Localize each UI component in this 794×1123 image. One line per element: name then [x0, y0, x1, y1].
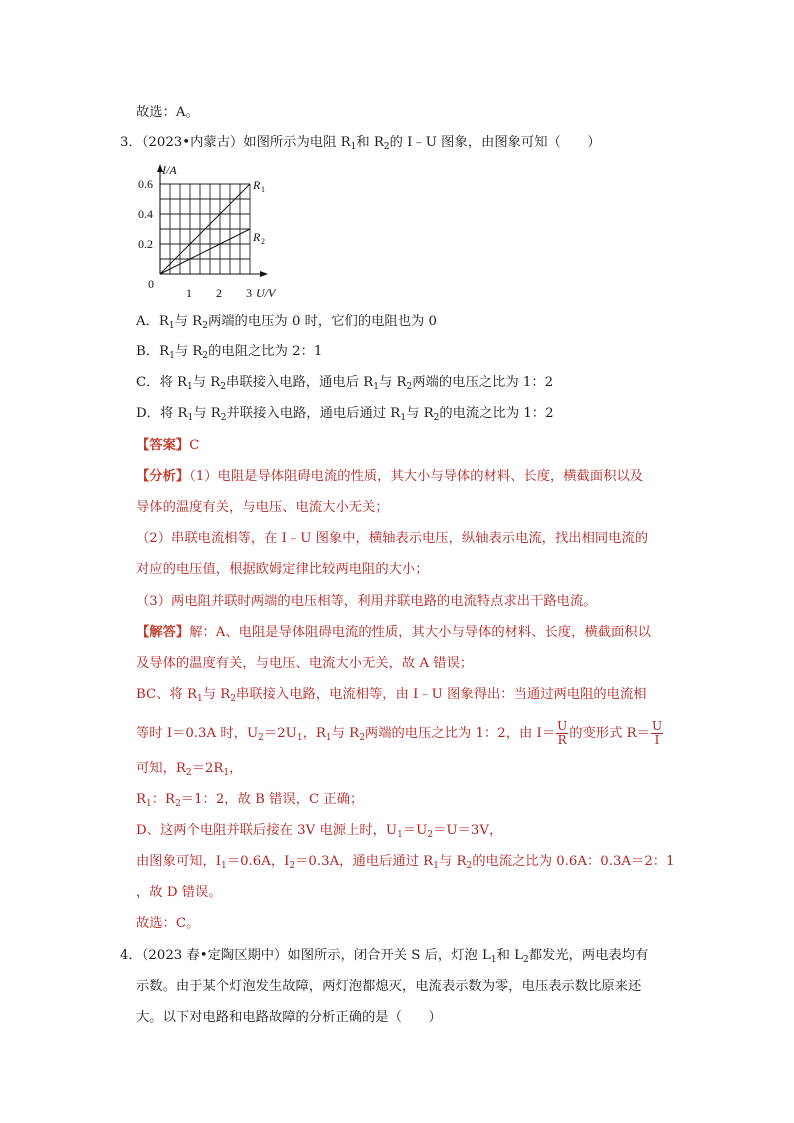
- subscript: 2: [220, 382, 227, 392]
- solution-text: D、这两个电阻并联后接在 3V 电源上时，U: [136, 823, 398, 838]
- q4-text: 如图所示，闭合开关 S 后，灯泡 L: [287, 948, 491, 963]
- line-r2-label: R: [253, 230, 261, 244]
- option-text: A．R: [136, 314, 169, 329]
- subscript: 1: [187, 413, 194, 423]
- subscript: 2: [383, 142, 390, 152]
- q3-number: 3．: [120, 135, 142, 150]
- subscript: 2: [230, 694, 237, 704]
- option-text: 两端的电压为 0 时，它们的电阻也为 0: [207, 314, 437, 329]
- solution-text: 两端的电压之比为 1：2，由 I＝: [364, 726, 556, 741]
- solution-text: 可知，R: [136, 761, 186, 776]
- solution-text: 解：A、电阻是导体阻碍电流的性质，其大小与导体的材料、长度，横截面积以: [189, 625, 651, 640]
- q4-text: 都发光，两电表均有: [528, 948, 649, 963]
- subscript: 1: [433, 861, 439, 871]
- q3-stem-text: 如图所示为电阻 R: [243, 135, 351, 150]
- solution-text: ＝0.3A，通电后通过 R: [295, 854, 434, 869]
- option-text: D．将 R: [136, 406, 188, 421]
- fraction-denominator: R: [557, 733, 567, 747]
- option-text: 与 R: [406, 406, 434, 421]
- x-tick: 2: [216, 286, 222, 300]
- subscript: 1: [400, 413, 407, 423]
- analysis-line-5: （3）两电阻并联时两端的电压相等，利用并联电路的电流特点求出干路电流。: [136, 594, 597, 609]
- solution-text: 的电流之比为 0.6A：0.3A＝2：1: [472, 854, 675, 869]
- option-b: [136, 342, 322, 362]
- subscript: 1: [197, 694, 203, 704]
- iu-graph: [140, 160, 300, 305]
- solution-text: 与 R: [438, 854, 467, 869]
- y-tick: 0.4: [138, 207, 153, 221]
- solution-text: R: [136, 792, 147, 807]
- line-r2: [160, 229, 250, 274]
- solution-text: ＝2R: [191, 761, 224, 776]
- solution-text: ＝1：2，故 B 错误，C 正确；: [180, 792, 364, 807]
- subscript: 2: [406, 382, 413, 392]
- q4-line-2: 示数。由于某个灯泡发生故障，两灯泡都熄灭，电流表示数为零，电压表示数比原来还: [136, 979, 642, 994]
- analysis-tag: 【分析】: [136, 469, 190, 484]
- subscript: 2: [185, 768, 192, 778]
- q3-conclusion: 故选：C。: [136, 916, 200, 931]
- solution-line-5: [136, 759, 242, 779]
- analysis-line-1: [136, 467, 643, 487]
- answer-tag: 【答案】: [136, 438, 190, 453]
- subscript: 2: [359, 733, 365, 743]
- subscript: 2: [220, 413, 227, 423]
- q3-source: （2023•内蒙古）: [141, 135, 244, 150]
- option-a: [136, 312, 437, 332]
- solution-text: BC、将 R: [136, 687, 198, 702]
- subscript: 1: [350, 142, 357, 152]
- origin-label: 0: [148, 277, 154, 291]
- option-text: B．R: [136, 344, 170, 359]
- solution-line-6: [136, 790, 363, 810]
- option-text: 的电阻之比为 2：1: [208, 344, 323, 359]
- subscript: 1: [187, 382, 193, 392]
- analysis-text: （1）电阻是导体阻碍电流的性质，其大小与导体的材料、长度，横截面积以及: [189, 469, 644, 484]
- answer-line: [136, 436, 199, 456]
- solution-text: ＝U: [402, 823, 428, 838]
- option-text: 与 R: [192, 375, 221, 390]
- subscript: 2: [433, 413, 440, 423]
- solution-text: ：R: [151, 792, 176, 807]
- answer-value: C: [189, 438, 200, 453]
- option-text: 串联接入电路，通电后 R: [226, 375, 374, 390]
- q3-stem-text: 和 R: [356, 135, 384, 150]
- q2-conclusion: 故选：A。: [136, 105, 199, 120]
- solution-text: 与 R: [202, 687, 231, 702]
- option-text: 与 R: [174, 314, 203, 329]
- solution-line-9: ，故 D 错误。: [136, 885, 222, 900]
- analysis-line-2: 导体的温度有关，与电压、电流大小无关；: [136, 500, 389, 515]
- q4-line-3: 大。以下对电路和电路故障的分析正确的是（ ）: [136, 1010, 442, 1025]
- solution-line-7: [136, 821, 502, 841]
- q4-source: （2023 春•定陶区期中）: [141, 948, 288, 963]
- fraction-u-over-r: [556, 720, 568, 747]
- solution-text: 的变形式 R＝: [569, 726, 650, 741]
- q4-line-1: [120, 946, 648, 966]
- subscript: 1: [146, 799, 152, 809]
- subscript: 2: [258, 733, 264, 743]
- line-r1-label: R: [253, 178, 261, 192]
- subscript: 2: [289, 861, 296, 871]
- solution-text: ，: [229, 761, 243, 776]
- subscript: 1: [221, 861, 227, 871]
- solution-line-1: [136, 623, 651, 643]
- subscript: 1: [223, 768, 230, 778]
- solution-text: 串联接入电路，电流相等，由 I﹣U 图象得出：当通过两电阻的电流相: [236, 687, 647, 702]
- subscript: 1: [169, 351, 175, 361]
- solution-text: 等时 I＝0.3A 时，U: [136, 726, 259, 741]
- subscript: 2: [202, 321, 208, 331]
- solution-text: ，R: [302, 726, 326, 741]
- subscript: 2: [522, 955, 529, 965]
- line-r2-sub: 2: [261, 237, 265, 246]
- x-tick: 1: [186, 286, 192, 300]
- subscript: 2: [202, 351, 209, 361]
- option-text: 并联接入电路，通电后通过 R: [226, 406, 401, 421]
- solution-text: 与 R: [331, 726, 360, 741]
- q4-text: 和 L: [496, 948, 523, 963]
- analysis-line-3: （2）串联电流相等，在 I﹣U 图象中，横轴表示电压，纵轴表示电流，找出相同电流的: [136, 531, 649, 546]
- option-text: 与 R: [174, 344, 203, 359]
- solution-tag: 【解答】: [136, 625, 190, 640]
- line-r1-sub: 1: [261, 185, 265, 194]
- solution-line-4: [136, 720, 664, 747]
- subscript: 1: [296, 733, 303, 743]
- solution-line-8: [136, 852, 675, 872]
- fraction-u-over-i: [651, 720, 663, 747]
- subscript: 1: [397, 830, 403, 840]
- y-tick: 0.6: [138, 177, 153, 191]
- option-c: [136, 373, 553, 393]
- q3-stem: [120, 133, 601, 153]
- option-text: 的电流之比为 1：2: [439, 406, 554, 421]
- fraction-numerator: U: [651, 719, 663, 733]
- option-text: C．将 R: [136, 375, 188, 390]
- solution-text: ＝U＝3V，: [433, 823, 503, 838]
- option-text: 与 R: [378, 375, 407, 390]
- x-tick: 3: [246, 286, 252, 300]
- option-text: 两端的电压之比为 1：2: [412, 375, 554, 390]
- x-axis-label: U/V: [256, 286, 276, 300]
- option-d: [136, 404, 554, 424]
- subscript: 2: [175, 799, 181, 809]
- solution-line-2: 及导体的温度有关，与电压、电流大小无关，故 A 错误；: [136, 656, 474, 671]
- fraction-denominator: I: [654, 733, 660, 747]
- solution-line-3: [136, 685, 647, 705]
- subscript: 2: [466, 861, 473, 871]
- subscript: 2: [427, 830, 434, 840]
- solution-text: ＝2U: [263, 726, 297, 741]
- fraction-numerator: U: [557, 719, 568, 733]
- analysis-line-4: 对应的电压值，根据欧姆定律比较两电阻的大小；: [136, 562, 429, 577]
- subscript: 1: [373, 382, 379, 392]
- option-text: 与 R: [193, 406, 221, 421]
- q4-number: 4．: [120, 948, 142, 963]
- subscript: 1: [490, 955, 497, 965]
- y-axis-label: I/A: [162, 163, 177, 177]
- y-tick: 0.2: [138, 237, 153, 251]
- subscript: 1: [168, 321, 175, 331]
- q3-stem-text: 的 I﹣U 图象，由图象可知（ ）: [389, 135, 601, 150]
- subscript: 1: [325, 733, 332, 743]
- solution-text: 由图象可知，I: [136, 854, 222, 869]
- solution-text: ＝0.6A，I: [226, 854, 290, 869]
